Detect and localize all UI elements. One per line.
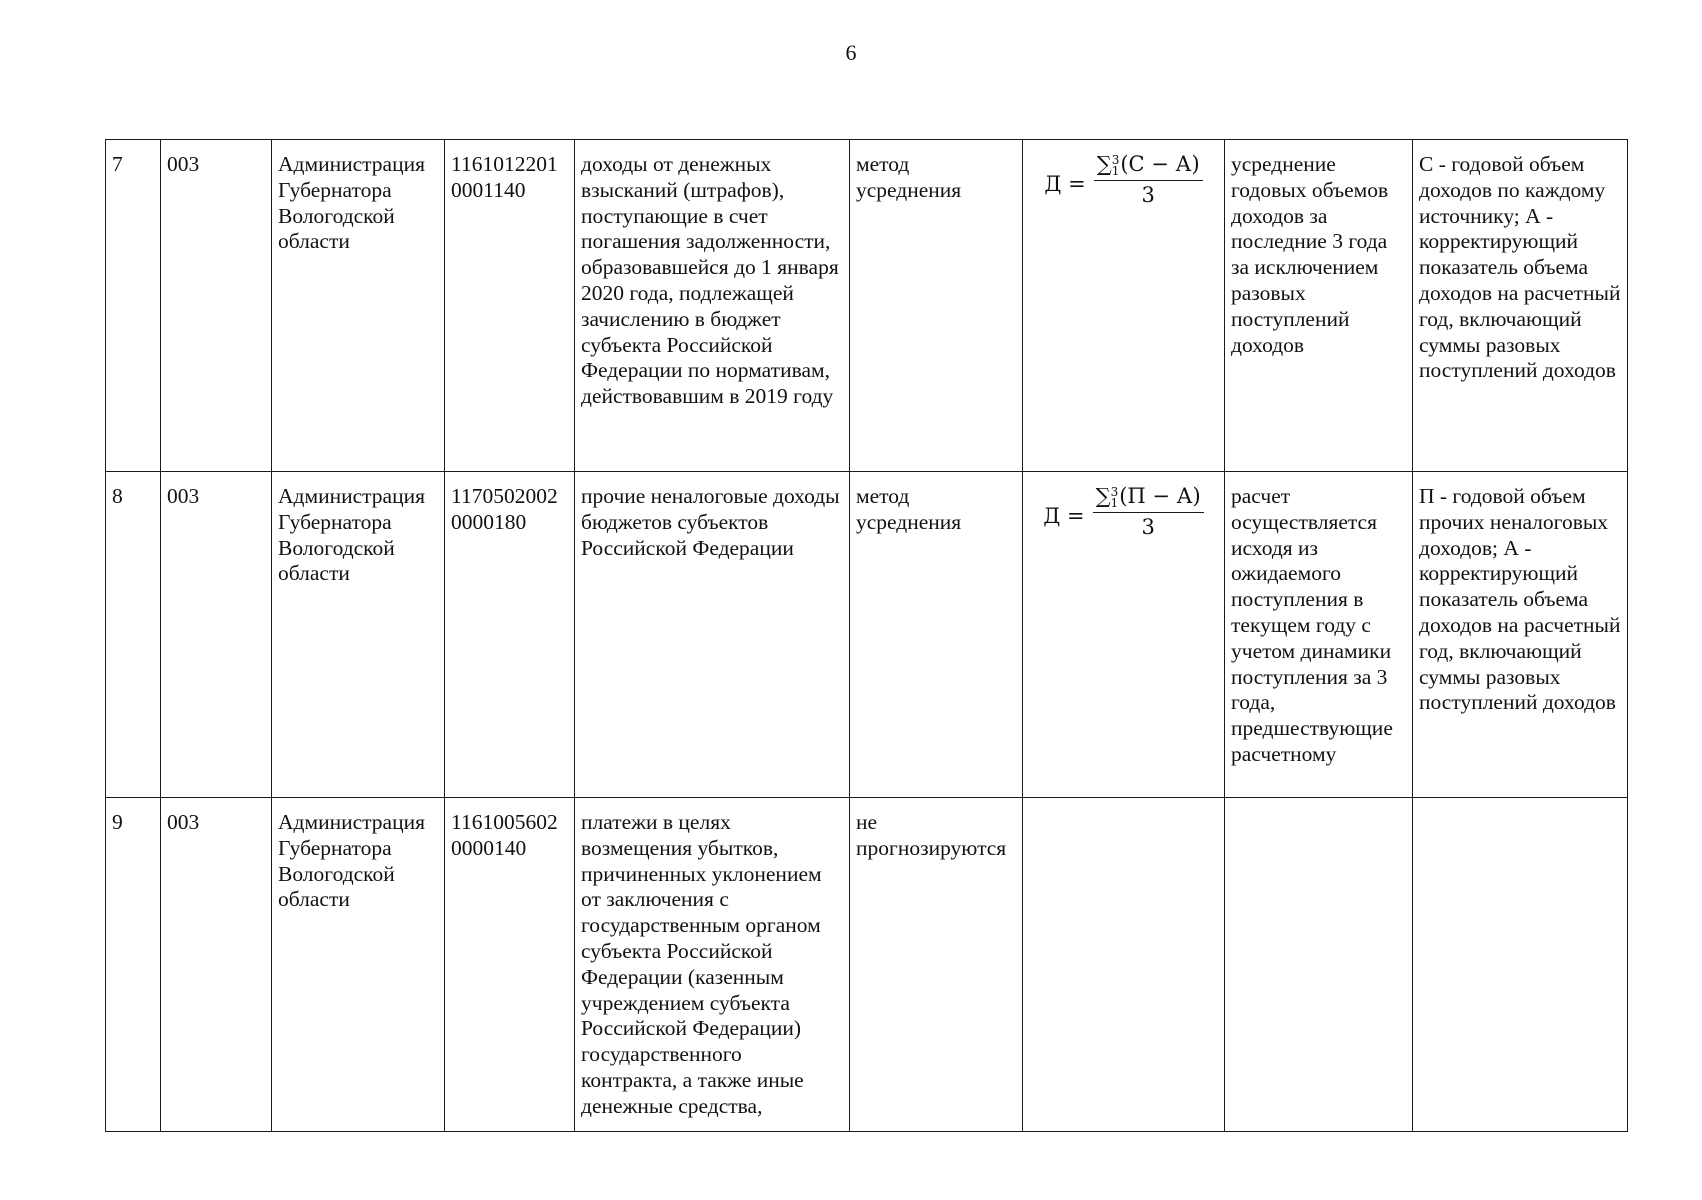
- administrator-name: Администрация Губернатора Вологодской области: [272, 798, 445, 1132]
- row-number: 7: [106, 140, 161, 472]
- indicator-description: [1413, 798, 1628, 1132]
- budget-classification-code: 1170502002 0000180: [445, 472, 575, 798]
- calculation-formula: [1023, 798, 1225, 1132]
- indicator-description: П - годовой объем прочих неналоговых доходов; А - корректирующий показатель объема доходов на расчетный год, включающий суммы разовых поступлений доходов: [1413, 472, 1628, 798]
- table-row: [106, 140, 1628, 472]
- numerator-body: (П − А): [1119, 484, 1201, 508]
- revenue-description: платежи в целях возмещения убытков, причиненных уклонением от заключения с государственным органом субъекта Российской Федерации (казенным учреждением субъекта Российской Федерации) государственного контракта, а также иные денежные средства,: [575, 798, 850, 1132]
- revenue-description: доходы от денежных взысканий (штрафов), поступающие в счет погашения задолженности, образовавшейся до 1 января 2020 года, подлежащей зачислению в бюджет субъекта Российской Федерации по нормативам, действовавшим в 2019 году: [575, 140, 850, 472]
- administrator-name: Администрация Губернатора Вологодской области: [272, 140, 445, 472]
- formula-numerator: [1094, 152, 1203, 181]
- calculation-algorithm: [1225, 798, 1413, 1132]
- row-number: 9: [106, 798, 161, 1132]
- sigma-lower: 1: [1110, 495, 1119, 510]
- administrator-name: Администрация Губернатора Вологодской области: [272, 472, 445, 798]
- revenue-forecast-table: [105, 139, 1628, 1132]
- admin-code: 003: [161, 472, 272, 798]
- formula-lhs: Д =: [1044, 172, 1086, 197]
- sigma-symbol: ∑: [1095, 484, 1111, 508]
- formula-fraction: [1093, 484, 1204, 541]
- budget-classification-code: 1161005602 0000140: [445, 798, 575, 1132]
- forecast-method: метод усреднения: [850, 472, 1023, 798]
- indicator-description: С - годовой объем доходов по каждому источнику; А - корректирующий показатель объема доходов на расчетный год, включающий суммы разовых поступлений доходов: [1413, 140, 1628, 472]
- formula-numerator: [1093, 484, 1204, 513]
- calculation-formula: [1023, 472, 1225, 798]
- formula-lhs: Д =: [1043, 504, 1085, 529]
- table-row: [106, 798, 1628, 1132]
- formula-denominator: 3: [1141, 514, 1155, 539]
- sigma-upper: 3: [1111, 152, 1120, 167]
- formula-fraction: [1094, 152, 1203, 209]
- admin-code: 003: [161, 140, 272, 472]
- calculation-algorithm: расчет осуществляется исходя из ожидаемого поступления в текущем году с учетом динамики поступления за 3 года, предшествующие расчетному: [1225, 472, 1413, 798]
- forecast-method: метод усреднения: [850, 140, 1023, 472]
- calculation-algorithm: усреднение годовых объемов доходов за последние 3 года за исключением разовых поступлений доходов: [1225, 140, 1413, 472]
- calculation-formula: [1023, 140, 1225, 472]
- sigma-upper: 3: [1110, 484, 1119, 499]
- forecast-method: не прогнозируются: [850, 798, 1023, 1132]
- numerator-body: (С − А): [1120, 152, 1200, 176]
- row-number: 8: [106, 472, 161, 798]
- formula-denominator: 3: [1141, 182, 1155, 207]
- page-number: 6: [845, 40, 857, 65]
- sigma-symbol: ∑: [1096, 152, 1112, 176]
- budget-classification-code: 1161012201 0001140: [445, 140, 575, 472]
- table-row: [106, 472, 1628, 798]
- admin-code: 003: [161, 798, 272, 1132]
- sigma-lower: 1: [1111, 163, 1120, 178]
- revenue-description: прочие неналоговые доходы бюджетов субъектов Российской Федерации: [575, 472, 850, 798]
